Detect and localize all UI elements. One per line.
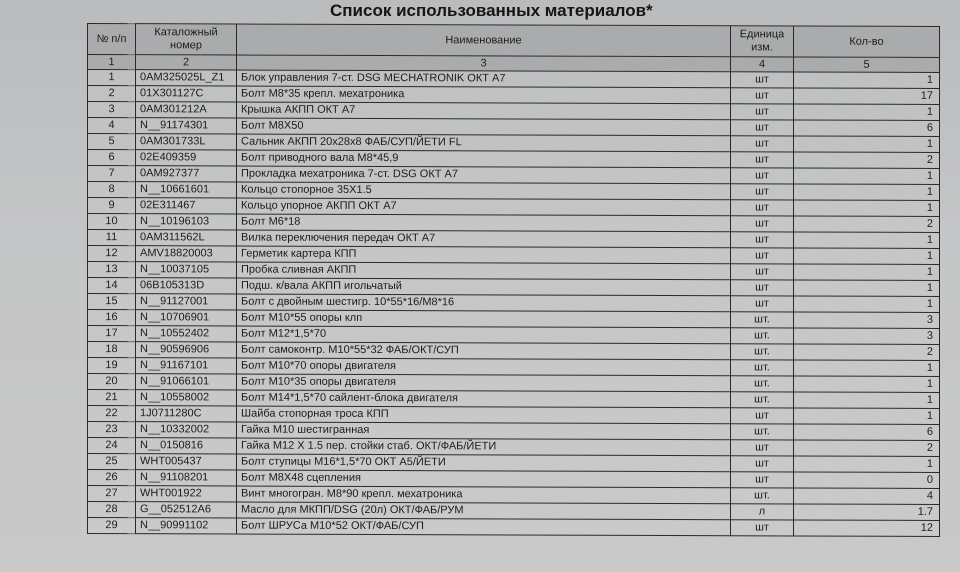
row-number: 23 [88, 422, 136, 438]
catalog-number: 01X301127C [136, 86, 237, 102]
item-name: Блок управления 7-ст. DSG MECHATRONIK ОКТ А7 [237, 70, 731, 88]
item-name: Болт с двойным шестигр. 10*55*16/М8*16 [237, 294, 731, 312]
item-name: Болт самоконтр. М10*55*32 ФАБ/ОКТ/СУП [237, 342, 731, 360]
row-number: 5 [88, 134, 136, 150]
unit-cell: шт [731, 232, 794, 248]
unit-cell: шт [731, 440, 794, 456]
catalog-number: AMV18820003 [136, 246, 237, 262]
row-number: 6 [88, 150, 136, 166]
unit-cell: шт [731, 280, 794, 296]
row-number: 21 [88, 390, 136, 406]
item-name: Болт М12*1,5*70 [237, 326, 731, 344]
unit-cell: шт [731, 152, 794, 168]
quantity-cell: 17 [794, 88, 940, 105]
item-name: Винт многогран. М8*90 крепл. мехатроника [237, 486, 731, 504]
unit-cell: шт. [731, 312, 794, 328]
quantity-cell: 2 [794, 440, 940, 457]
row-number: 13 [88, 262, 136, 278]
catalog-number: 0AM301733L [136, 134, 237, 150]
item-name: Болт ступицы М16*1,5*70 ОКТ А5/ЙЕТИ [237, 454, 731, 472]
row-number: 9 [88, 198, 136, 214]
row-number: 16 [88, 310, 136, 326]
catalog-number: 0AM311562L [136, 230, 237, 246]
item-name: Сальник АКПП 20x28x8 ФАБ/СУП/ЙЕТИ FL [237, 134, 731, 152]
header-catalog: Каталожный номер [136, 24, 237, 55]
item-name: Болт М8Х50 [237, 118, 731, 136]
item-name: Болт М8*35 крепл. мехатроника [237, 86, 731, 104]
quantity-cell: 1 [794, 264, 940, 281]
item-name: Крышка АКПП ОКТ А7 [237, 102, 731, 120]
row-number: 11 [88, 230, 136, 246]
catalog-number: 02E311467 [136, 198, 237, 214]
item-name: Болт М10*70 опоры двигателя [237, 358, 731, 376]
quantity-cell: 2 [794, 344, 940, 361]
quantity-cell: 1 [794, 168, 940, 185]
unit-cell: шт [731, 264, 794, 280]
header-name: Наименование [237, 24, 731, 57]
quantity-cell: 1 [794, 456, 940, 473]
catalog-number: N__10332002 [136, 422, 237, 438]
unit-cell: шт. [731, 360, 794, 376]
header-qty: Кол-во [794, 26, 940, 58]
catalog-number: WHT001922 [136, 486, 237, 502]
row-number: 24 [88, 438, 136, 454]
quantity-cell: 6 [794, 424, 940, 441]
materials-table [87, 23, 940, 537]
column-number: 2 [136, 55, 237, 70]
catalog-number: N__91108201 [136, 470, 237, 486]
unit-cell: л [731, 504, 794, 520]
unit-cell: шт. [731, 376, 794, 392]
item-name: Кольцо стопорное 35Х1.5 [237, 182, 731, 200]
item-name: Кольцо упорное АКПП ОКТ А7 [237, 198, 731, 216]
quantity-cell: 1 [794, 296, 940, 313]
row-number: 19 [88, 358, 136, 374]
catalog-number: N__10552402 [136, 326, 237, 342]
row-number: 22 [88, 406, 136, 422]
unit-cell: шт. [731, 424, 794, 440]
item-name: Гайка М12 Х 1.5 пер. стойки стаб. ОКТ/ФАБ/ЙЕТИ [237, 438, 731, 456]
header-num: № п/п [88, 24, 136, 55]
item-name: Подш. к/вала АКПП игольчатый [237, 278, 731, 296]
row-number: 8 [88, 182, 136, 198]
quantity-cell: 6 [794, 120, 940, 137]
unit-cell: шт [731, 520, 794, 536]
catalog-number: N__10558002 [136, 390, 237, 406]
catalog-number: 0AM301212A [136, 102, 237, 118]
item-name: Болт М14*1,5*70 сайлент-блока двигателя [237, 390, 731, 408]
catalog-number: WHT005437 [136, 454, 237, 470]
unit-cell: шт [731, 168, 794, 184]
catalog-number: 0AM927377 [136, 166, 237, 182]
quantity-cell: 2 [794, 216, 940, 233]
catalog-number: 02E409359 [136, 150, 237, 166]
quantity-cell: 1 [794, 392, 940, 409]
unit-cell: шт [731, 248, 794, 264]
unit-cell: шт. [731, 392, 794, 408]
row-number: 20 [88, 374, 136, 390]
row-number: 14 [88, 278, 136, 294]
unit-cell: шт. [731, 328, 794, 344]
item-name: Вилка переключения передач ОКТ А7 [237, 230, 731, 248]
quantity-cell: 1 [794, 248, 940, 265]
catalog-number: N__0150816 [136, 438, 237, 454]
catalog-number: N__10037105 [136, 262, 237, 278]
row-number: 4 [88, 118, 136, 134]
row-number: 1 [88, 70, 136, 86]
catalog-number: N__10196103 [136, 214, 237, 230]
column-number: 3 [237, 55, 731, 72]
header-unit: Единица изм. [731, 26, 794, 57]
row-number: 18 [88, 342, 136, 358]
item-name: Пробка сливная АКПП [237, 262, 731, 280]
item-name: Шайба стопорная троса КПП [237, 406, 731, 424]
catalog-number: N__10706901 [136, 310, 237, 326]
item-name: Прокладка мехатроника 7-ст. DSG ОКТ А7 [237, 166, 731, 184]
unit-cell: шт [731, 120, 794, 136]
unit-cell: шт [731, 136, 794, 152]
catalog-number: 1J0711280C [136, 406, 237, 422]
unit-cell: шт [731, 200, 794, 216]
unit-cell: шт. [731, 344, 794, 360]
catalog-number: N__91174301 [136, 118, 237, 134]
row-number: 27 [88, 486, 136, 502]
catalog-number: N__10661601 [136, 182, 237, 198]
table-row [88, 518, 940, 537]
row-number: 29 [88, 518, 136, 534]
quantity-cell: 1 [794, 360, 940, 377]
quantity-cell: 4 [794, 488, 940, 505]
unit-cell: шт [731, 88, 794, 104]
catalog-number: G__052512A6 [136, 502, 237, 518]
unit-cell: шт [731, 472, 794, 488]
page-title: Список использованных материалов* [330, 1, 653, 20]
catalog-number: N__90596906 [136, 342, 237, 358]
catalog-number: N__90991102 [136, 518, 237, 534]
catalog-number: N__91066101 [136, 374, 237, 390]
unit-cell: шт [731, 296, 794, 312]
unit-cell: шт [731, 408, 794, 424]
quantity-cell: 1.7 [794, 504, 940, 521]
item-name: Болт М6*18 [237, 214, 731, 232]
quantity-cell: 1 [794, 232, 940, 249]
row-number: 2 [88, 86, 136, 102]
item-name: Болт М10*55 опоры клп [237, 310, 731, 328]
row-number: 3 [88, 102, 136, 118]
quantity-cell: 1 [794, 200, 940, 217]
quantity-cell: 3 [794, 328, 940, 345]
row-number: 26 [88, 470, 136, 486]
item-name: Болт ШРУСа М10*52 ОКТ/ФАБ/СУП [237, 518, 731, 536]
catalog-number: 0AM325025L_Z1 [136, 70, 237, 86]
item-name: Болт М10*35 опоры двигателя [237, 374, 731, 392]
row-number: 15 [88, 294, 136, 310]
item-name: Герметик картера КПП [237, 246, 731, 264]
row-number: 25 [88, 454, 136, 470]
row-number: 7 [88, 166, 136, 182]
column-number: 1 [88, 55, 136, 70]
unit-cell: шт [731, 72, 794, 88]
row-number: 12 [88, 246, 136, 262]
unit-cell: шт [731, 184, 794, 200]
item-name: Болт М8Х48 сцепления [237, 470, 731, 488]
quantity-cell: 1 [794, 408, 940, 425]
column-number: 5 [794, 57, 940, 73]
quantity-cell: 1 [794, 104, 940, 121]
quantity-cell: 3 [794, 312, 940, 329]
header-row [88, 24, 940, 58]
unit-cell: шт [731, 104, 794, 120]
item-name: Болт приводного вала М8*45,9 [237, 150, 731, 168]
row-number: 10 [88, 214, 136, 230]
catalog-number: N__91167101 [136, 358, 237, 374]
item-name: Масло для МКПП/DSG (20л) ОКТ/ФАБ/РУМ [237, 502, 731, 520]
catalog-number: 06B105313D [136, 278, 237, 294]
catalog-number: N__91127001 [136, 294, 237, 310]
column-number: 4 [731, 57, 794, 72]
row-number: 17 [88, 326, 136, 342]
quantity-cell: 2 [794, 152, 940, 169]
quantity-cell: 12 [794, 520, 940, 537]
quantity-cell: 1 [794, 376, 940, 393]
item-name: Гайка М10 шестигранная [237, 422, 731, 440]
quantity-cell: 1 [794, 280, 940, 297]
unit-cell: шт [731, 216, 794, 232]
row-number: 28 [88, 502, 136, 518]
quantity-cell: 1 [794, 136, 940, 153]
quantity-cell: 1 [794, 72, 940, 89]
unit-cell: шт. [731, 488, 794, 504]
table-body [88, 70, 940, 537]
quantity-cell: 1 [794, 184, 940, 201]
quantity-cell: 0 [794, 472, 940, 489]
unit-cell: шт [731, 456, 794, 472]
